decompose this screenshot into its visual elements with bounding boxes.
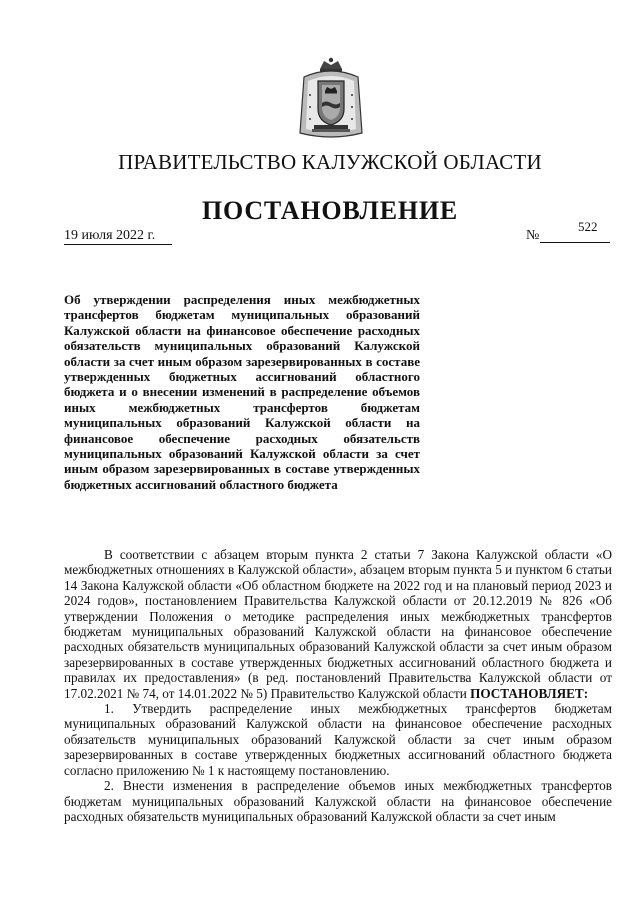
item-1-paragraph: 1. Утвердить распределение иных межбюджетных трансфертов бюджетам муниципальных образований Калужской области на финансовое обеспечение расходных обязательств муниципальных образований Калужской области за счет иным образом зарезервированных в составе утвержденных бюджетных ассигнований областного бюджета согласно приложению № 1 к настоящему постановлению. bbox=[64, 701, 612, 778]
document-number: 522 bbox=[578, 219, 598, 234]
number-underline bbox=[540, 242, 610, 243]
document-date: 19 июля 2022 г. bbox=[64, 228, 156, 243]
date-underline bbox=[64, 244, 172, 245]
document-number-label: № bbox=[526, 228, 540, 243]
preamble-text: В соответствии с абзацем вторым пункта 2 статьи 7 Закона Калужской области «О межбюджетных отношениях в Калужской области», абзацем вторым пункта 5 и пунктом 6 статьи 14 Закона Калужской области «Об областном бюджете на 2022 год и на плановый период 2023 и 2024 годов», постановлением Правительства Калужской области от 20.12.2019 № 826 «Об утверждении Положения о методике распределения иных межбюджетных трансфертов бюджетам муниципальных образований Калужской области на финансовое обеспечение расходных обязательств муниципальных образований Калужской области за счет иным образом зарезервированных в составе утвержденных бюджетных ассигнований областного бюджета и правилах их предоставления» (в ред. постановлений Правительства Калужской области от 17.02.2021 № 74, от 14.01.2022 № 5) Правительство Калужской области bbox=[64, 547, 612, 701]
coat-of-arms-icon bbox=[296, 55, 366, 141]
item-2-paragraph: 2. Внести изменения в распределение объемов иных межбюджетных трансфертов бюджетам муниципальных образований Калужской области на финансовое обеспечение расходных обязательств муниципальных образований Калужской области за счет иным bbox=[64, 778, 612, 824]
document-subject: Об утверждении распределения иных межбюджетных трансфертов бюджетам муниципальных образований Калужской области на финансовое обеспечение расходных обязательств муниципальных образований Калужской области за счет иным образом зарезервированных в составе утвержденных бюджетных ассигнований областного бюджета и о внесении изменений в распределение объемов иных межбюджетных трансфертов бюджетам муниципальных образований Калужской области на финансовое обеспечение расходных обязательств муниципальных образований Калужской области за счет иным образом зарезервированных в составе утвержденных бюджетных ассигнований областного бюджета bbox=[64, 292, 420, 492]
document-type-title: ПОСТАНОВЛЕНИЕ bbox=[201, 196, 459, 225]
decree-word: ПОСТАНОВЛЯЕТ: bbox=[470, 685, 589, 701]
document-body bbox=[64, 547, 612, 824]
preamble-paragraph bbox=[64, 547, 612, 701]
government-title: ПРАВИТЕЛЬСТВО КАЛУЖСКОЙ ОБЛАСТИ bbox=[118, 150, 542, 174]
